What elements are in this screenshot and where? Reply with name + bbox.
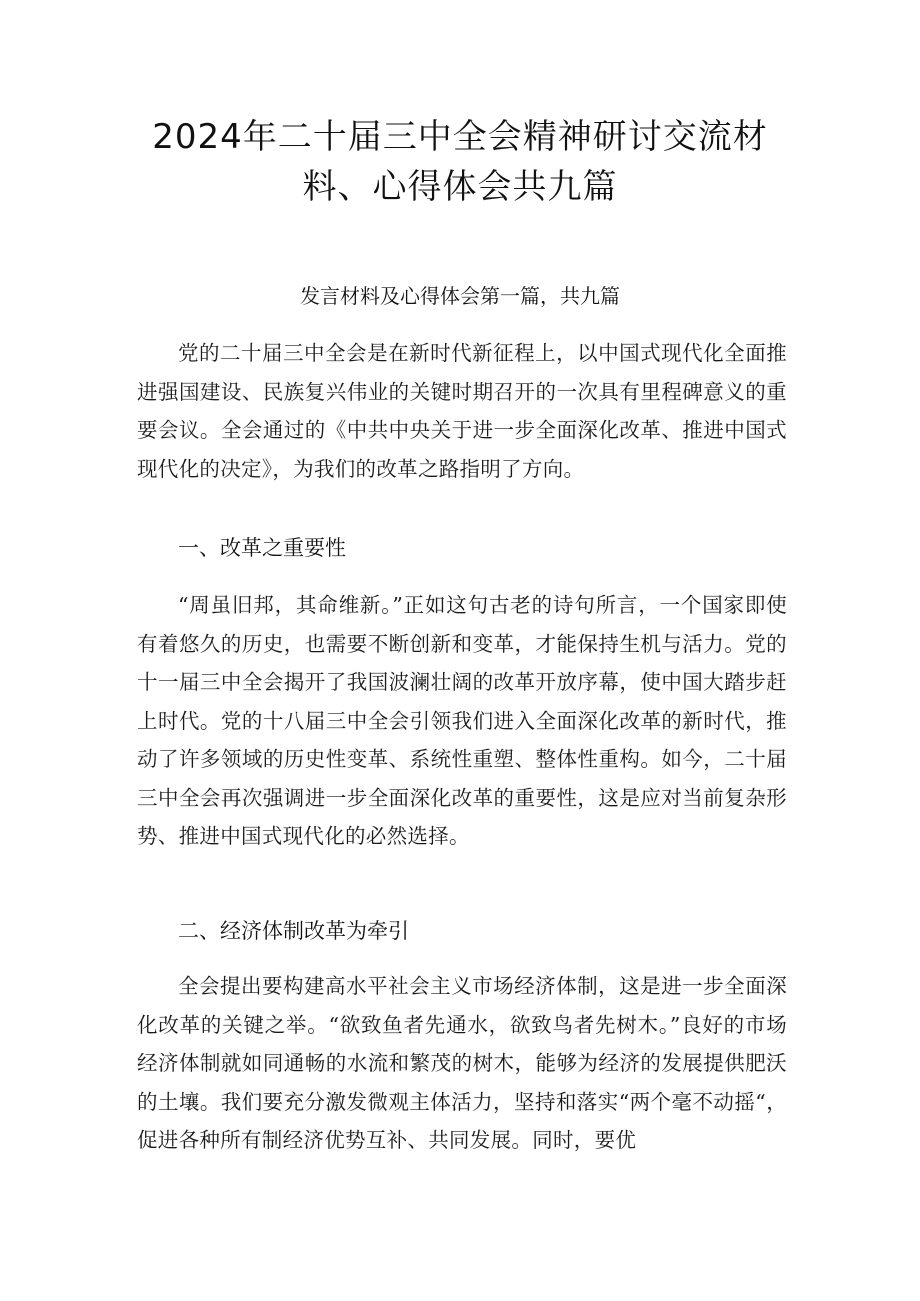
heading-economic-reform: 二、经济体制改革为牵引 <box>178 919 409 943</box>
paragraph-intro: 党的二十届三中全会是在新时代新征程上，以中国式现代化全面推进强国建设、民族复兴伟业的关键时期召开的一次具有里程碑意义的重要会议。全会通过的《中共中央关于进一步全面深化改革、推进中国式现代化的决定》，为我们的改革之路指明了方向。 <box>137 341 787 481</box>
section-subtitle: 发言材料及心得体会第一篇，共九篇 <box>300 284 620 308</box>
document-title <box>130 112 790 212</box>
document-title-line-1: 2024年二十届三中全会精神研讨交流材 <box>152 117 768 157</box>
paragraph-economic-reform: 全会提出要构建高水平社会主义市场经济体制，这是进一步全面深化改革的关键之举。“欲致鱼者先通水，欲致鸟者先树木。”良好的市场经济体制就如同通畅的水流和繁茂的树木，能够为经济的发展提供肥沃的土壤。我们要充分激发微观主体活力，坚持和落实“两个毫不动摇“，促进各种所有制经济优势互补、共同发展。同时，要优 <box>137 974 787 1152</box>
document-title-line-2: 料、心得体会共九篇 <box>302 167 618 207</box>
heading-reform-importance: 一、改革之重要性 <box>178 536 346 560</box>
paragraph-reform-importance: “周虽旧邦，其命维新。”正如这句古老的诗句所言，一个国家即使有着悠久的历史，也需要不断创新和变革，才能保持生机与活力。党的十一届三中全会揭开了我国波澜壮阔的改革开放序幕，使中国大踏步赶上时代。党的十八届三中全会引领我们进入全面深化改革的新时代，推动了许多领域的历史性变革、系统性重塑、整体性重构。如今，二十届三中全会再次强调进一步全面深化改革的重要性，这是应对当前复杂形势、推进中国式现代化的必然选择。 <box>137 593 787 848</box>
